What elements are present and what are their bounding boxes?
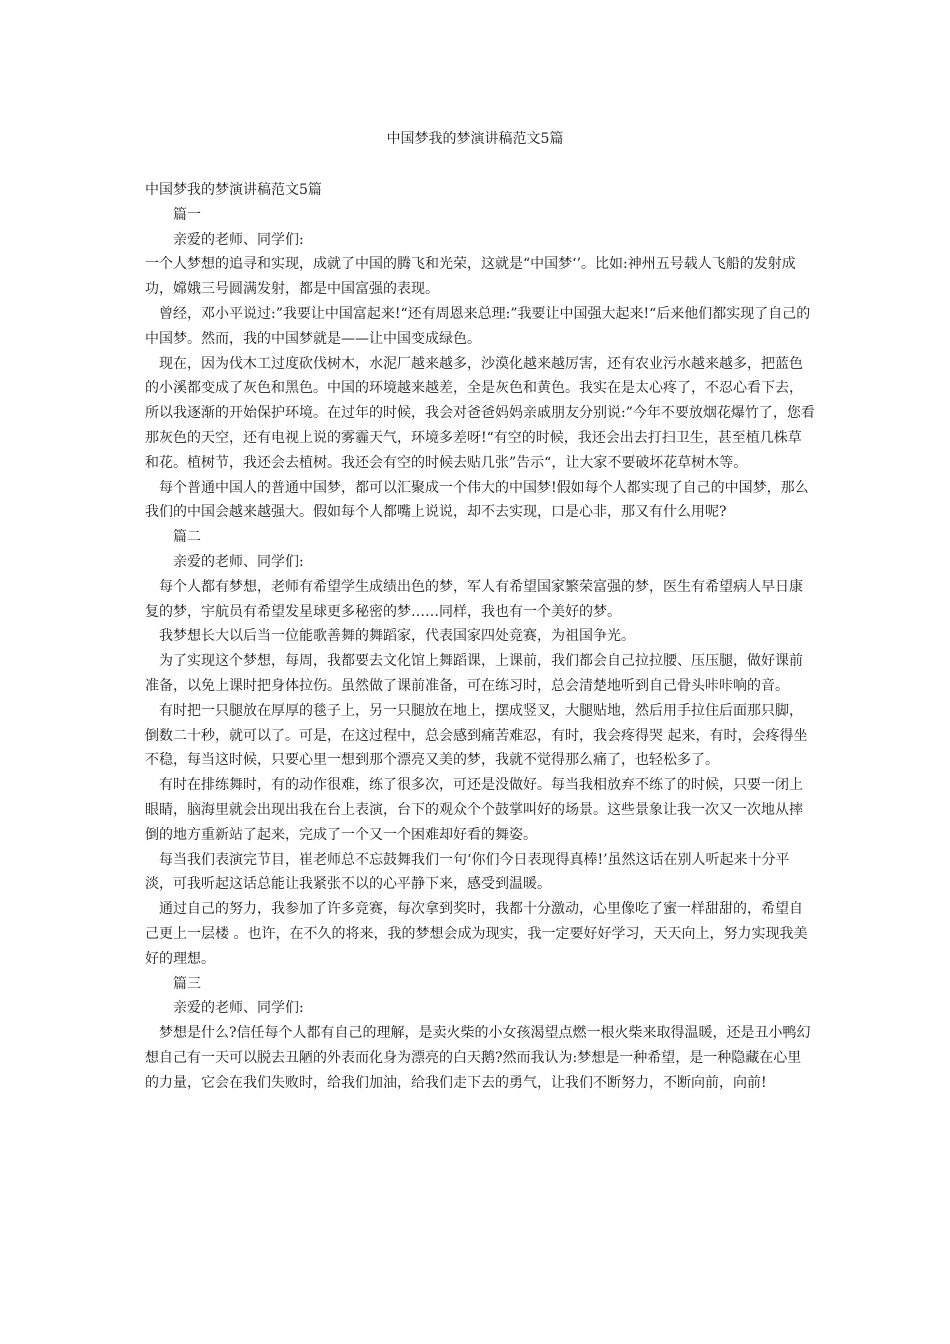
paragraph: 梦想是什么?信任每个人都有自己的理解，是卖火柴的小女孩渴望点燃一根火柴来取得温暖，还是丑小鸭幻想自己有一天可以脱去丑陋的外表而化身为漂亮的白天鹅?然而我认为:梦想是一种希望，是一种隐藏在心里的力量，它会在我们失败时，给我们加油，给我们走下去的勇气，让我们不断努力，不断向前，向前! [145, 1025, 811, 1091]
section-heading: 篇一 [173, 206, 201, 223]
paragraph: 每个普通中国人的普通中国梦，都可以汇聚成一个伟大的中国梦!假如每个人都实现了自己的中国梦，那么我们的中国会越来越强大。假如每个人都嘴上说说，却不去实现，口是心非，那又有什么用呢? [145, 479, 809, 521]
section-heading: 篇二 [173, 529, 201, 546]
paragraph: 每个人都有梦想，老师有希望学生成绩出色的梦，军人有希望国家繁荣富强的梦，医生有希望病人早日康复的梦，宇航员有希望发星球更多秘密的梦……同样，我也有一个美好的梦。 [145, 578, 803, 620]
section-greeting: 亲爱的老师、同学们: [173, 231, 304, 248]
paragraph: 为了实现这个梦想，每周，我都要去文化馆上舞蹈课，上课前，我们都会自己拉拉腰、压压腿，做好课前准备，以免上课时把身体拉伤。虽然做了课前准备，可在练习时，总会清楚地听到自己骨头咔咔响的音。 [145, 653, 803, 694]
paragraph: 每当我们表演完节目，崔老师总不忘鼓舞我们一句‘你们今日表现得真棒!’虽然这话在别人听起来十分平淡，可我听起这话总能让我紧张不以的心平静下来，感受到温暖。 [145, 851, 790, 893]
section-greeting: 亲爱的老师、同学们: [173, 553, 304, 570]
paragraph: 有时把一只腿放在厚厚的毯子上，另一只腿放在地上，摆成竖叉，大腿贴地，然后用手拉住后面那只脚，倒数二十秒，就可以了。可是，在这过程中，总会感到痛苦难忍，有时，我会疼得哭 起来，有时，会疼得坐不稳，每当这时候，只要心里一想到那个漂亮又美的梦，我就不觉得那么痛了，也轻松多了。 [145, 702, 808, 769]
paragraph: 一个人梦想的追寻和实现，成就了中国的腾飞和光荣，这就是“中国梦‘’。比如:神州五号载人飞船的发射成功，嫦娥三号圆满发射，都是中国富强的表现。 [145, 256, 796, 298]
section-heading: 篇三 [173, 975, 201, 992]
document-body [145, 178, 815, 1095]
paragraph: 曾经，邓小平说过:”我要让中国富起来!“还有周恩来总理:”我要让中国强大起来!“后来他们都实现了自己的中国梦。然而，我的中国梦就是——让中国变成绿色。 [145, 305, 811, 347]
document-subtitle: 中国梦我的梦演讲稿范文5篇 [145, 182, 322, 198]
paragraph: 我梦想长大以后当一位能歌善舞的舞蹈家，代表国家四处竞赛，为祖国争光。 [159, 628, 635, 645]
paragraph: 通过自己的努力，我参加了许多竞赛，每次拿到奖时，我都十分激动，心里像吃了蜜一样甜甜的，希望自己更上一层楼 。也许，在不久的将来，我的梦想会成为现实，我一定要好好学习，天天向上，努力实现我美好的理想。 [145, 901, 808, 967]
document-title: 中国梦我的梦演讲稿范文5篇 [386, 131, 564, 147]
section-greeting: 亲爱的老师、同学们: [173, 1000, 304, 1017]
paragraph: 有时在排练舞时，有的动作很难，练了很多次，可还是没做好。每当我相放弃不练了的时候，只要一闭上眼睛，脑海里就会出现出我在台上表演，台下的观众个个鼓掌叫好的场景。这些景象让我一次又一次地从摔倒的地方重新站了起来，完成了一个又一个困难却好看的舞姿。 [145, 777, 803, 843]
paragraph: 现在，因为伐木工过度砍伐树木，水泥厂越来越多，沙漠化越来越厉害，还有农业污水越来越多，把蓝色的小溪都变成了灰色和黑色。中国的环境越来越差，全是灰色和黄色。我实在是太心疼了，不忍心看下去，所以我逐渐的开始保护环境。在过年的时候，我会对爸爸妈妈亲戚朋友分别说:”今年不要放烟花爆竹了，您看那灰色的天空，还有电视上说的雾霾天气，环境多差呀!“有空的时候，我还会出去打扫卫生，甚至植几株草和花。植树节，我还会去植树。我还会有空的时候去贴几张”告示“，让大家不要破坏花草树木等。 [145, 355, 815, 471]
